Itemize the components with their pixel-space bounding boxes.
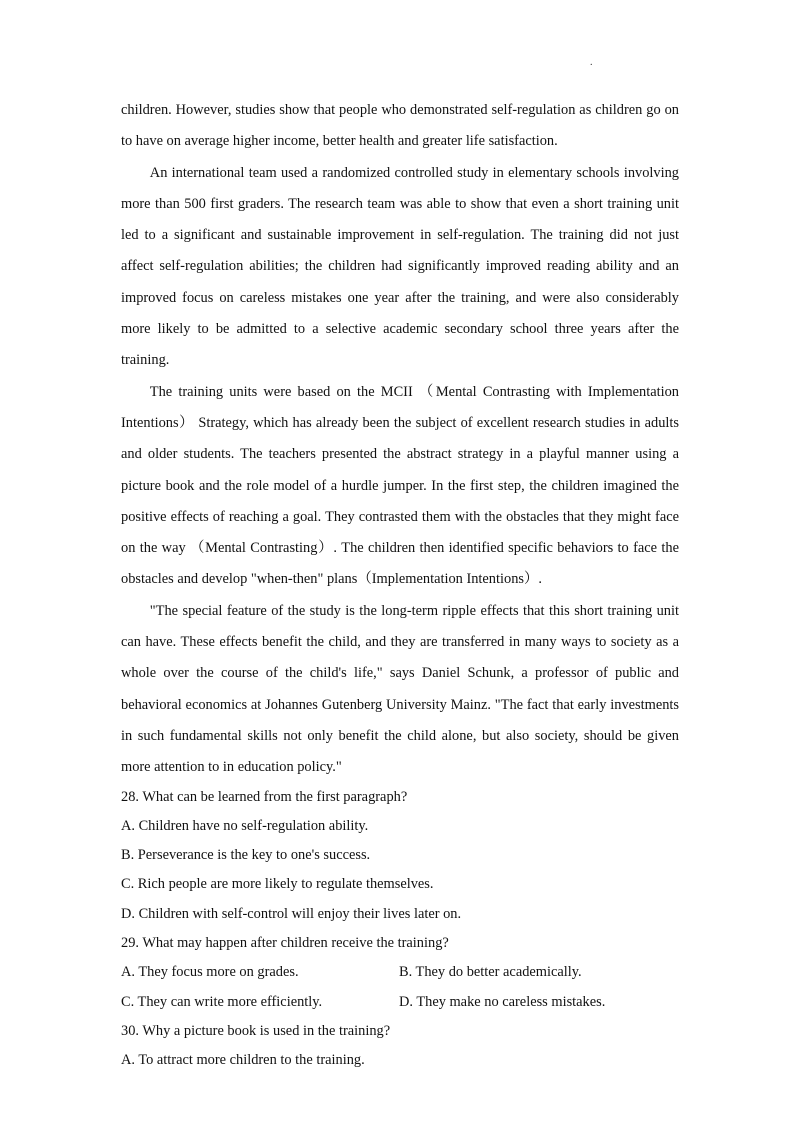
- question-30-stem: 30. Why a picture book is used in the training?: [121, 1022, 391, 1039]
- question-29-option-a: A. They focus more on grades.: [121, 964, 299, 981]
- passage-paragraph-1: children. However, studies show that people who demonstrated self-regulation as children go on to have on average higher income, better health and greater life satisfaction.: [121, 102, 679, 150]
- question-28-option-b: B. Perseverance is the key to one's success.: [121, 847, 371, 864]
- question-28-stem: 28. What can be learned from the first paragraph?: [121, 788, 408, 805]
- question-29-option-d: D. They make no careless mistakes.: [399, 993, 606, 1010]
- question-block: [121, 783, 679, 1076]
- question-29-options-row-2: [121, 988, 679, 1017]
- question-29-option-c: C. They can write more efficiently.: [121, 993, 323, 1010]
- corner-mark: .: [590, 57, 593, 68]
- question-29-stem: 29. What may happen after children receive the training?: [121, 935, 449, 952]
- passage-paragraph-3: The training units were based on the MCII （Mental Contrasting with Implementation Intentions） Strategy, which has already been the subject of excellent research studies in adults and older students. The teachers presented the abstract strategy in a playful manner using a picture book and the role model of a hurdle jumper. In the first step, the children imagined the positive effects of reaching a goal. They contrasted them with the obstacles that they might face on the way （Mental Contrasting）. The children then identified specific behaviors to face the obstacles and develop "when-then" plans（Implementation Intentions）.: [121, 383, 679, 588]
- passage-paragraph-2: An international team used a randomized controlled study in elementary schools involving more than 500 first graders. The research team was able to show that even a short training unit led to a significant and sustainable improvement in self-regulation. The training did not just affect self-regulation abilities; the children had significantly improved reading ability and an improved focus on careless mistakes one year after the training, and were also considerably more likely to be admitted to a selective academic secondary school three years after the training.: [121, 164, 679, 369]
- document-content: [121, 95, 679, 1076]
- question-28-option-a: A. Children have no self-regulation ability.: [121, 817, 369, 834]
- question-28-option-c: C. Rich people are more likely to regulate themselves.: [121, 876, 434, 893]
- question-28-option-d: D. Children with self-control will enjoy their lives later on.: [121, 905, 462, 922]
- passage-paragraph-4: "The special feature of the study is the long-term ripple effects that this short training unit can have. These effects benefit the child, and they are transferred in many ways to society as a whole over the course of the child's life," says Daniel Schunk, a professor of public and behavioral economics at Johannes Gutenberg University Mainz. "The fact that early investments in such fundamental skills not only benefit the child alone, but also society, should be given more attention to in education policy.": [121, 602, 679, 776]
- question-29-options-row-1: [121, 958, 679, 987]
- question-29-option-b: B. They do better academically.: [399, 964, 582, 981]
- question-30-option-a: A. To attract more children to the training.: [121, 1052, 365, 1069]
